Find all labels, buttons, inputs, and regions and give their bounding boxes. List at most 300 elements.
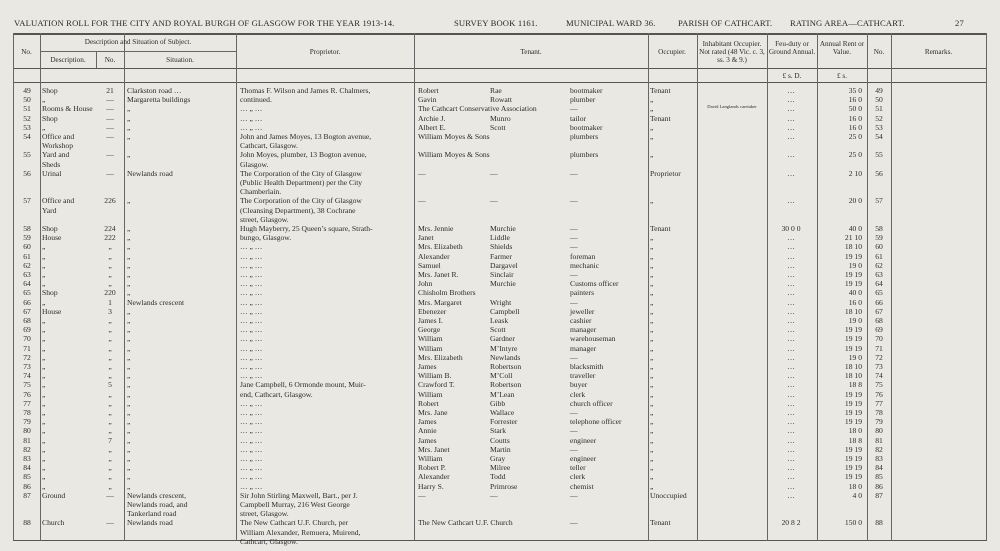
row-proprietor: The Corporation of the City of Glasgow	[240, 196, 362, 206]
row-feu-duty: …	[787, 279, 795, 289]
row-street-number: 5	[108, 380, 112, 390]
row-tenant-forename: Robert	[418, 86, 439, 95]
row-situation: „	[127, 408, 131, 417]
row-annual-value: 19 0	[848, 260, 862, 270]
row-tenant-forename: Mrs. Margaret	[418, 297, 462, 307]
row-situation: „	[127, 150, 131, 160]
row-number-right: 72	[875, 352, 883, 362]
row-tenant-forename: The Cathcart Conservative Association	[418, 104, 537, 114]
row-feu-duty: …	[787, 490, 795, 500]
row-tenant-surname: Rowatt	[490, 95, 512, 105]
row-feu-duty: …	[787, 472, 795, 482]
row-annual-value: 20 0	[848, 196, 862, 206]
row-description: „	[42, 417, 46, 427]
row-proprietor: … „ …	[240, 435, 263, 445]
row-feu-duty: …	[787, 288, 795, 298]
row-description: „	[42, 362, 46, 371]
row-description: „	[42, 472, 46, 482]
row-tenant-occupation: —	[570, 242, 578, 252]
row-occupier: „	[650, 288, 654, 298]
row-number: 84	[23, 463, 31, 473]
row-tenant-occupation: —	[570, 196, 578, 206]
row-tenant-surname: —	[490, 196, 498, 206]
row-annual-value: 19 19	[844, 389, 862, 399]
row-proprietor: street, Glasgow.	[240, 214, 289, 224]
row-proprietor: Cathcart, Glasgow.	[240, 141, 298, 151]
row-tenant-forename: James I.	[418, 316, 443, 325]
row-tenant-surname: M’Coll	[490, 371, 513, 381]
row-feu-duty: …	[787, 463, 795, 473]
column-rule	[236, 33, 237, 541]
page-number: 27	[955, 18, 964, 28]
row-feu-duty: …	[787, 306, 795, 316]
row-feu-duty: …	[787, 352, 795, 362]
row-number: 82	[23, 444, 31, 454]
row-annual-value: 19 19	[844, 279, 862, 289]
row-situation: „	[127, 444, 131, 454]
row-situation: „	[127, 122, 131, 132]
row-occupier: Proprietor	[650, 168, 681, 178]
row-number: 64	[23, 279, 31, 289]
row-number-right: 74	[875, 371, 883, 381]
roll-title: VALUATION ROLL FOR THE CITY AND ROYAL BURGH OF GLASGOW FOR THE YEAR 1913-14.	[14, 18, 395, 28]
row-feu-duty: …	[787, 251, 795, 261]
row-number-right: 80	[875, 426, 883, 436]
row-proprietor: … „ …	[240, 408, 263, 417]
row-annual-value: 2 10	[848, 168, 862, 178]
row-street-number: „	[108, 463, 112, 473]
row-tenant-occupation: —	[570, 224, 578, 233]
row-tenant-surname: Gibb	[490, 398, 506, 408]
row-situation: „	[127, 104, 131, 114]
row-tenant-occupation: Customs officer	[570, 279, 619, 289]
row-proprietor: Cathcart, Glasgow.	[240, 536, 298, 546]
row-tenant-surname: Murchie	[490, 224, 516, 233]
row-occupier: „	[650, 150, 654, 160]
col-description: Description.	[50, 56, 86, 64]
row-situation: „	[127, 132, 131, 141]
row-feu-duty: …	[787, 270, 795, 279]
row-feu-duty: …	[787, 95, 795, 105]
top-rule-double	[13, 34, 986, 35]
row-number-right: 51	[875, 104, 883, 114]
row-annual-value: 18 10	[844, 371, 862, 381]
row-feu-duty: …	[787, 132, 795, 141]
row-proprietor: … „ …	[240, 454, 263, 463]
row-proprietor: (Cleansing Department), 38 Cochrane	[240, 205, 356, 215]
row-proprietor: … „ …	[240, 279, 263, 289]
column-rule	[891, 33, 892, 541]
row-annual-value: 25 0	[848, 150, 862, 160]
row-occupier: „	[650, 325, 654, 335]
row-situation: „	[127, 325, 131, 335]
row-situation: Newlands crescent,	[127, 490, 187, 500]
row-tenant-forename: William	[418, 343, 443, 353]
row-number-right: 63	[875, 270, 883, 279]
row-annual-value: 40 0	[848, 224, 862, 233]
row-tenant-occupation: engineer	[570, 435, 597, 445]
row-proprietor: … „ …	[240, 398, 263, 408]
row-tenant-forename: James	[418, 362, 437, 371]
row-proprietor: … „ …	[240, 270, 263, 279]
row-situation: Newlands road	[127, 518, 173, 528]
row-proprietor: John Moyes, plumber, 13 Bogton avenue,	[240, 150, 367, 160]
row-tenant-surname: M’Lean	[490, 389, 515, 399]
row-number: 88	[23, 518, 31, 528]
row-occupier: „	[650, 196, 654, 206]
row-feu-duty: …	[787, 196, 795, 206]
row-situation: „	[127, 398, 131, 408]
row-number: 56	[23, 168, 31, 178]
row-tenant-surname: Liddle	[490, 233, 510, 243]
row-number: 77	[23, 398, 31, 408]
row-description: „	[42, 270, 46, 279]
row-description: „	[42, 389, 46, 399]
bottom-rule	[13, 540, 986, 541]
row-number: 87	[23, 490, 31, 500]
row-feu-duty: …	[787, 260, 795, 270]
row-number: 53	[23, 122, 31, 132]
row-street-number: „	[108, 352, 112, 362]
row-tenant-occupation: bootmaker	[570, 86, 603, 95]
row-proprietor: Glasgow.	[240, 159, 269, 169]
row-number-right: 81	[875, 435, 883, 445]
row-description: „	[42, 426, 46, 436]
row-proprietor: Hugh Mayberry, 25 Queen’s square, Strath-	[240, 224, 373, 233]
row-annual-value: 19 19	[844, 472, 862, 482]
row-tenant-surname: Milree	[490, 463, 511, 473]
row-proprietor: … „ …	[240, 334, 263, 344]
row-number-right: 67	[875, 306, 883, 316]
row-inhabitant-occupier: David Langlands caretaker	[707, 104, 757, 110]
row-proprietor: … „ …	[240, 417, 263, 427]
col-inhabitant-occupier: Inhabitant Occupier. Not rated (48 Vic. c. 3, ss. 3 & 9.)	[699, 40, 765, 64]
row-proprietor: … „ …	[240, 260, 263, 270]
row-street-number: „	[108, 251, 112, 261]
row-tenant-forename: Chisholm Brothers	[418, 288, 476, 298]
row-street-number: 3	[108, 306, 112, 316]
row-tenant-occupation: church officer	[570, 398, 613, 408]
row-tenant-forename: Archie J.	[418, 113, 446, 123]
row-proprietor: The Corporation of the City of Glasgow	[240, 168, 362, 178]
row-occupier: Unoccupied	[650, 490, 687, 500]
row-proprietor: Campbell Murray, 216 West George	[240, 500, 350, 509]
row-street-number: „	[108, 362, 112, 371]
row-tenant-surname: Dargavel	[490, 260, 518, 270]
row-street-number: „	[108, 389, 112, 399]
col-description-group: Description and Situation of Subject.	[84, 38, 192, 46]
row-feu-duty: …	[787, 297, 795, 307]
row-situation: „	[127, 343, 131, 353]
row-number: 68	[23, 316, 31, 325]
units-rule	[13, 82, 986, 83]
row-street-number: „	[108, 343, 112, 353]
row-feu-duty: …	[787, 454, 795, 463]
row-occupier: „	[650, 279, 654, 289]
row-tenant-surname: Munro	[490, 113, 511, 123]
row-description: Church	[42, 518, 65, 528]
row-occupier: „	[650, 371, 654, 381]
column-rule	[414, 33, 415, 541]
row-street-number: „	[108, 481, 112, 491]
row-proprietor: … „ …	[240, 113, 263, 123]
row-feu-duty: 20 8 2	[781, 518, 801, 528]
row-tenant-forename: The New Cathcart U.F. Church	[418, 518, 513, 528]
row-description: Urinal	[42, 168, 62, 178]
row-situation: „	[127, 380, 131, 390]
row-number-right: 66	[875, 297, 883, 307]
feu-units: £ s. D.	[782, 72, 802, 80]
row-number-right: 60	[875, 242, 883, 252]
row-feu-duty: …	[787, 325, 795, 335]
row-situation: „	[127, 270, 131, 279]
row-number: 72	[23, 352, 31, 362]
row-proprietor: Jane Campbell, 6 Ormonde mount, Muir-	[240, 380, 366, 390]
row-proprietor: … „ …	[240, 288, 263, 298]
col-proprietor: Proprietor.	[309, 48, 341, 56]
row-proprietor: William Alexander, Remuera, Muirend,	[240, 527, 361, 537]
row-proprietor: Sir John Stirling Maxwell, Bart., per J.	[240, 490, 358, 500]
row-street-number: —	[106, 150, 114, 160]
row-feu-duty: …	[787, 417, 795, 427]
row-situation: „	[127, 481, 131, 491]
row-number-right: 50	[875, 95, 883, 105]
row-description: Yard	[42, 205, 57, 215]
row-street-number: „	[108, 270, 112, 279]
row-proprietor: … „ …	[240, 463, 263, 473]
row-tenant-surname: Primrose	[490, 481, 518, 491]
row-tenant-forename: Samuel	[418, 260, 441, 270]
row-occupier: „	[650, 362, 654, 371]
row-proprietor: The New Cathcart U.F. Church, per	[240, 518, 349, 528]
row-tenant-forename: Alexander	[418, 472, 450, 482]
row-tenant-occupation: manager	[570, 343, 597, 353]
row-number: 78	[23, 408, 31, 417]
row-annual-value: 18 0	[848, 481, 862, 491]
row-description: House	[42, 306, 62, 316]
row-annual-value: 35 0	[848, 86, 862, 95]
row-feu-duty: …	[787, 408, 795, 417]
row-description: „	[42, 481, 46, 491]
row-situation: „	[127, 224, 131, 233]
row-tenant-occupation: plumbers	[570, 150, 599, 160]
row-occupier: „	[650, 426, 654, 436]
row-occupier: „	[650, 260, 654, 270]
row-situation: Newlands road, and	[127, 500, 188, 509]
row-situation: „	[127, 426, 131, 436]
row-feu-duty: …	[787, 242, 795, 252]
row-tenant-forename: Janet	[418, 233, 434, 243]
group-rule	[40, 51, 236, 52]
row-description: „	[42, 122, 46, 132]
row-description: „	[42, 380, 46, 390]
row-proprietor: … „ …	[240, 371, 263, 381]
value-units: £ s.	[837, 72, 847, 80]
row-situation: „	[127, 113, 131, 123]
row-feu-duty: …	[787, 343, 795, 353]
row-tenant-occupation: clerk	[570, 389, 586, 399]
column-rule	[40, 33, 41, 541]
row-number-right: 54	[875, 132, 883, 141]
row-situation: „	[127, 251, 131, 261]
row-tenant-forename: William	[418, 389, 443, 399]
row-number-right: 77	[875, 398, 883, 408]
row-annual-value: 19 19	[844, 444, 862, 454]
row-street-number: 226	[104, 196, 116, 206]
row-tenant-forename: Harry S.	[418, 481, 444, 491]
row-tenant-surname: Stark	[490, 426, 507, 436]
row-street-number: 220	[104, 288, 116, 298]
row-description: „	[42, 260, 46, 270]
row-description: „	[42, 463, 46, 473]
row-description: „	[42, 444, 46, 454]
row-annual-value: 40 0	[848, 288, 862, 298]
row-situation: „	[127, 196, 131, 206]
row-number: 79	[23, 417, 31, 427]
row-annual-value: 18 10	[844, 242, 862, 252]
row-annual-value: 150 0	[844, 518, 862, 528]
row-street-number: —	[106, 168, 114, 178]
row-annual-value: 25 0	[848, 132, 862, 141]
row-situation: „	[127, 233, 131, 243]
row-situation: „	[127, 260, 131, 270]
row-tenant-occupation: telephone officer	[570, 417, 622, 427]
row-annual-value: 18 10	[844, 306, 862, 316]
survey-book: SURVEY BOOK 1161.	[454, 18, 538, 28]
row-tenant-occupation: plumbers	[570, 132, 599, 141]
row-number: 63	[23, 270, 31, 279]
row-number-right: 79	[875, 417, 883, 427]
parish: PARISH OF CATHCART.	[678, 18, 773, 28]
row-annual-value: 21 10	[844, 233, 862, 243]
row-annual-value: 18 8	[848, 435, 862, 445]
row-street-number: „	[108, 316, 112, 325]
row-number: 62	[23, 260, 31, 270]
row-tenant-surname: Gray	[490, 454, 506, 463]
row-feu-duty: …	[787, 316, 795, 325]
row-tenant-occupation: tailor	[570, 113, 587, 123]
row-occupier: „	[650, 104, 654, 114]
row-number: 83	[23, 454, 31, 463]
row-occupier: „	[650, 408, 654, 417]
row-description: Yard and	[42, 150, 70, 160]
row-occupier: „	[650, 242, 654, 252]
row-number-right: 71	[875, 343, 883, 353]
row-occupier: „	[650, 435, 654, 445]
row-tenant-occupation: —	[570, 408, 578, 417]
row-description: „	[42, 435, 46, 445]
row-number: 58	[23, 224, 31, 233]
row-number-right: 58	[875, 224, 883, 233]
row-street-number: —	[106, 132, 114, 141]
row-street-number: —	[106, 113, 114, 123]
row-description: „	[42, 343, 46, 353]
row-annual-value: 16 0	[848, 95, 862, 105]
col-annual-value: Annual Rent or Value.	[819, 40, 865, 56]
row-number: 80	[23, 426, 31, 436]
row-street-number: 21	[106, 86, 114, 95]
row-number-right: 73	[875, 362, 883, 371]
row-tenant-forename: John	[418, 279, 433, 289]
row-number: 65	[23, 288, 31, 298]
row-description: „	[42, 95, 46, 105]
row-street-number: „	[108, 242, 112, 252]
row-occupier: „	[650, 463, 654, 473]
row-occupier: Tenant	[650, 113, 671, 123]
row-number-right: 61	[875, 251, 883, 261]
row-annual-value: 19 19	[844, 270, 862, 279]
col-remarks: Remarks.	[924, 48, 953, 56]
row-occupier: „	[650, 454, 654, 463]
row-situation: Newlands road	[127, 168, 173, 178]
row-tenant-occupation: —	[570, 270, 578, 279]
row-tenant-forename: Albert E.	[418, 122, 446, 132]
column-rule	[986, 33, 987, 541]
row-tenant-surname: Wright	[490, 297, 512, 307]
row-tenant-forename: William B.	[418, 371, 452, 381]
row-tenant-forename: Alexander	[418, 251, 450, 261]
column-rule	[697, 33, 698, 541]
row-street-number: „	[108, 371, 112, 381]
row-number: 57	[23, 196, 31, 206]
row-number: 52	[23, 113, 31, 123]
row-occupier: „	[650, 297, 654, 307]
row-street-number: 222	[104, 233, 116, 243]
row-street-number: „	[108, 426, 112, 436]
row-feu-duty: …	[787, 150, 795, 160]
row-street-number: —	[106, 122, 114, 132]
row-number-right: 76	[875, 389, 883, 399]
row-tenant-surname: Scott	[490, 325, 506, 335]
row-number-right: 64	[875, 279, 883, 289]
row-proprietor: … „ …	[240, 362, 263, 371]
row-street-number: „	[108, 398, 112, 408]
row-tenant-occupation: teller	[570, 463, 586, 473]
row-tenant-forename: Mrs. Janet R.	[418, 270, 459, 279]
row-feu-duty: …	[787, 104, 795, 114]
row-number: 66	[23, 297, 31, 307]
row-tenant-forename: —	[418, 168, 426, 178]
row-description: „	[42, 408, 46, 417]
row-number: 49	[23, 86, 31, 95]
header-bottom-rule	[13, 68, 986, 69]
row-description: House	[42, 233, 62, 243]
row-tenant-forename: Robert	[418, 398, 439, 408]
row-tenant-forename: William Moyes & Sons	[418, 150, 490, 160]
row-proprietor: street, Glasgow.	[240, 509, 289, 519]
row-situation: „	[127, 316, 131, 325]
row-tenant-occupation: —	[570, 233, 578, 243]
row-tenant-forename: Gavin	[418, 95, 437, 105]
row-annual-value: 19 19	[844, 334, 862, 344]
row-tenant-occupation: warehouseman	[570, 334, 616, 344]
row-proprietor: John and James Moyes, 13 Bogton avenue,	[240, 132, 372, 141]
row-annual-value: 16 0	[848, 297, 862, 307]
row-occupier: „	[650, 398, 654, 408]
row-situation: „	[127, 352, 131, 362]
row-feu-duty: …	[787, 444, 795, 454]
row-tenant-forename: —	[418, 196, 426, 206]
row-proprietor: … „ …	[240, 306, 263, 316]
row-feu-duty: …	[787, 389, 795, 399]
row-occupier: Tenant	[650, 86, 671, 95]
row-tenant-occupation: traveller	[570, 371, 596, 381]
row-number: 74	[23, 371, 31, 381]
row-street-number: „	[108, 444, 112, 454]
row-annual-value: 50 0	[848, 104, 862, 114]
row-tenant-occupation: —	[570, 490, 578, 500]
row-number-right: 85	[875, 472, 883, 482]
